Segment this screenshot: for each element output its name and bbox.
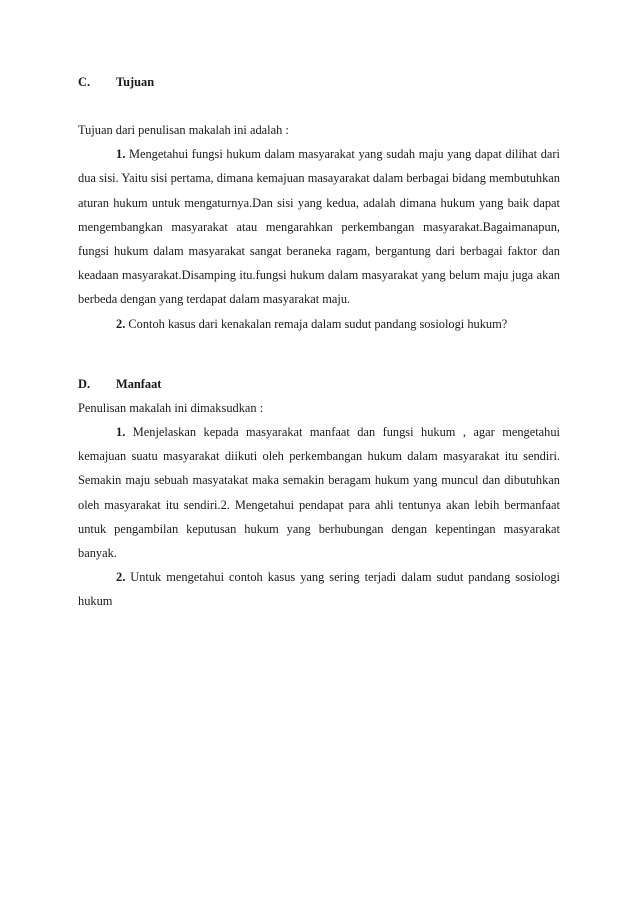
section-c-item-2 (78, 312, 560, 336)
section-d-title: Manfaat (116, 376, 162, 391)
section-c-title: Tujuan (116, 75, 155, 89)
section-d-item-1-text: Menjelaskan kepada masyarakat manfaat dan fungsi hukum , agar mengetahui kemajuan suatu masyarakat diikuti oleh perkembangan hukum dalam masyarakat itu sendiri. Semakin maju sebuah masyatakat maka semakin beragam hukum yang muncul dan dibutuhkan oleh masyarakat itu sendiri.2. Mengetahui pendapat para ahli tentunya akan lebih bermanfaat untuk pengambilan keputusan hukum yang berhubungan dengan kepentingan masyarakat banyak. (78, 425, 560, 561)
section-d-item-2 (78, 565, 560, 613)
section-c-item-1-number: 1. (116, 147, 126, 162)
section-c-heading (78, 70, 560, 94)
section-c-item-1 (78, 142, 560, 311)
section-d-intro: Penulisan makalah ini dimaksudkan : (78, 400, 264, 415)
section-c-intro: Tujuan dari penulisan makalah ini adalah : (78, 123, 289, 137)
document-content (78, 70, 560, 614)
section-d-item-1-number: 1. (116, 425, 126, 440)
section-d-item-2-text: Untuk mengetahui contoh kasus yang sering terjadi dalam sudut pandang sosiologi hukum (78, 570, 560, 609)
section-c-item-2-number: 2. (116, 316, 126, 331)
section-c-item-2-text: Contoh kasus dari kenakalan remaja dalam sudut pandang sosiologi hukum? (125, 316, 508, 331)
section-d-letter: D. (78, 376, 91, 391)
section-d-item-2-number: 2. (116, 570, 126, 585)
section-c-letter: C. (78, 75, 91, 89)
section-d-heading (78, 372, 560, 396)
section-c-item-1-text: Mengetahui fungsi hukum dalam masyarakat yang sudah maju yang dapat dilihat dari dua sisi. Yaitu sisi pertama, dimana kemajuan masayarakat dalam berbagai bidang membutuhkan aturan hukum untuk mengaturnya.Dan sisi yang kedua, adalah dimana hukum yang baik dapat mengembangkan masyarakat atau mengarahkan perkembangan masyarakat.Bagaimanapun, fungsi hukum dalam masyarakat sangat beraneka ragam, bergantung dari berbagai faktor dan keadaan masyarakat.Disamping itu.fungsi hukum dalam masyarakat yang belum maju juga akan berbeda dengan yang terdapat dalam masyarakat maju. (78, 147, 560, 307)
section-d-item-1 (78, 420, 560, 565)
